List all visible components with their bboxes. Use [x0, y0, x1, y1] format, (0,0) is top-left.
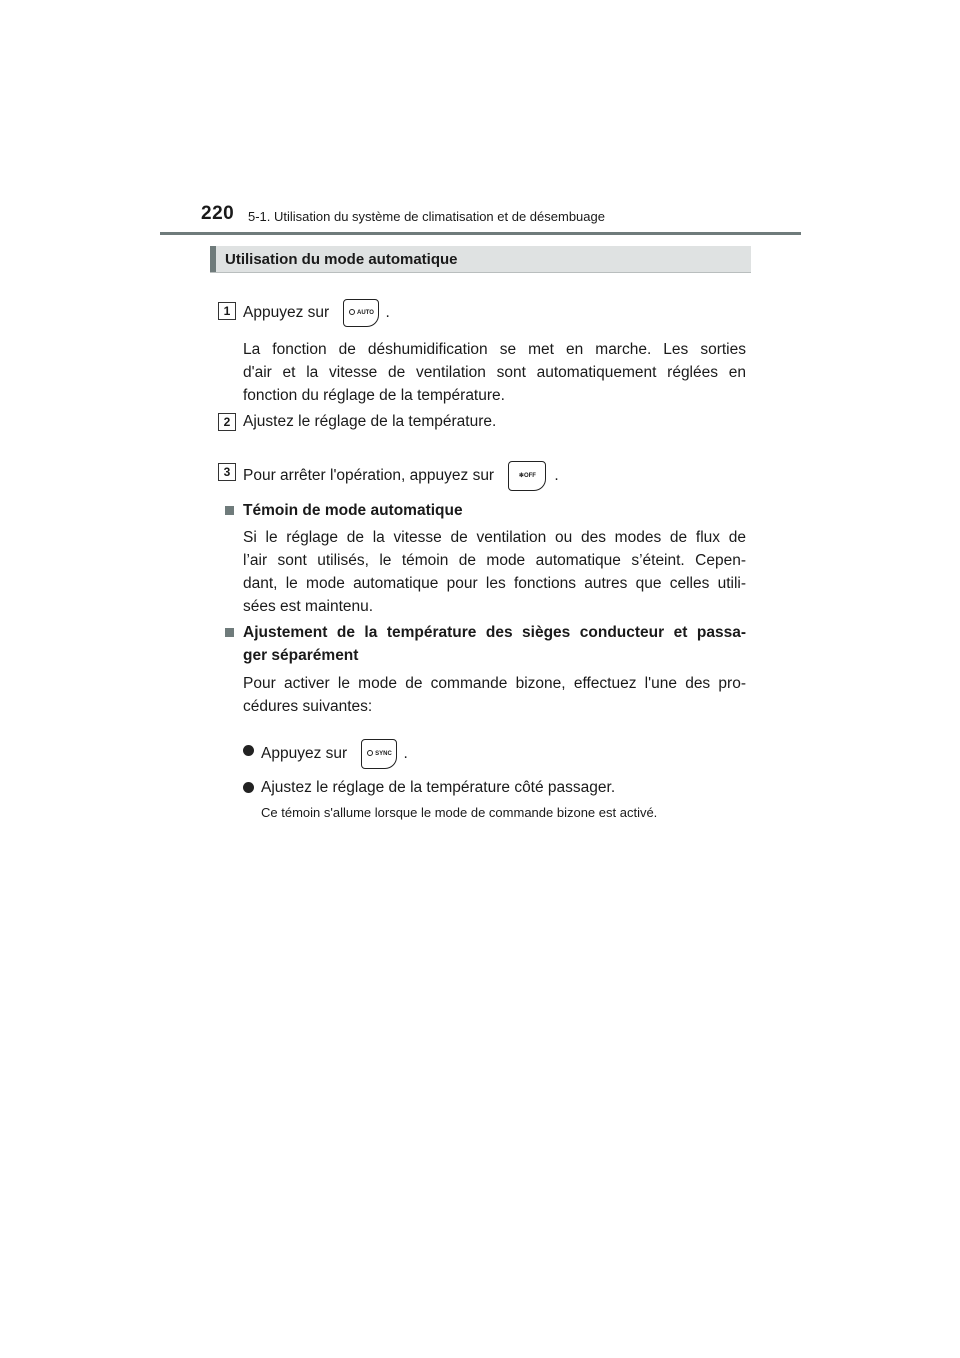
- auto-button-icon: [343, 299, 379, 327]
- step-3-text: Pour arrêter l'opération, appuyez sur: [243, 467, 495, 485]
- sub-1-line: dant, le mode automatique pour les fonctions autres que celles utili-: [243, 575, 746, 592]
- sub-heading-dual-zone: Ajustement de la température des sièges conducteur et passa-: [243, 624, 746, 641]
- sub-2-line: Pour activer le mode de commande bizone, effectuez l'une des pro-: [243, 675, 746, 692]
- section-title-bar: [210, 246, 751, 273]
- step-number-3: 3: [218, 463, 236, 481]
- square-bullet-icon: [225, 506, 234, 515]
- sub-heading-auto-indicator: Témoin de mode automatique: [243, 502, 463, 519]
- header-rule: [160, 232, 801, 235]
- note-text: Ce témoin s'allume lorsque le mode de commande bizone est activé.: [261, 805, 658, 820]
- step-number-2: 2: [218, 413, 236, 431]
- section-title: Utilisation du mode automatique: [225, 251, 458, 268]
- bullet-2-instruction: Ajustez le réglage de la température côté passager.: [261, 779, 616, 796]
- indicator-icon: [367, 750, 373, 756]
- step-1-desc-line: La fonction de déshumidification se met en marche. Les sorties: [243, 341, 746, 358]
- step-1-text: Appuyez sur: [243, 304, 330, 322]
- sub-1-line: Si le réglage de la vitesse de ventilation ou des modes de flux de: [243, 529, 746, 546]
- indicator-icon: [349, 309, 355, 315]
- sub-2-line: cédures suivantes:: [243, 698, 373, 715]
- step-1-desc-line: fonction du réglage de la température.: [243, 387, 505, 404]
- bullet-1-instruction: Appuyez sur SYNC .: [261, 739, 746, 769]
- fan-icon: ✻: [518, 473, 524, 479]
- sub-1-line: l’air sont utilisés, le témoin de mode automatique s’éteint. Cepen-: [243, 552, 746, 569]
- off-button-label: OFF: [523, 473, 536, 479]
- circle-bullet-icon: [243, 745, 254, 756]
- sync-button-icon: [361, 739, 397, 769]
- sync-button-label: SYNC: [375, 751, 392, 757]
- square-bullet-icon: [225, 628, 234, 637]
- sub-1-line: sées est maintenu.: [243, 598, 374, 615]
- running-header: 5-1. Utilisation du système de climatisation et de désembuage: [248, 209, 605, 224]
- circle-bullet-icon: [243, 782, 254, 793]
- step-number-1: 1: [218, 302, 236, 320]
- bullet-1-text: Appuyez sur: [261, 745, 348, 763]
- step-2-instruction: Ajustez le réglage de la température.: [243, 413, 497, 430]
- step-3-instruction: Pour arrêter l'opération, appuyez sur ✻OFF .: [243, 461, 746, 491]
- step-1-instruction: Appuyez sur AUTO .: [243, 299, 746, 327]
- section-accent: [210, 246, 216, 272]
- auto-button-label: AUTO: [357, 310, 374, 316]
- page-number: 220: [201, 203, 235, 224]
- step-1-desc-line: d'air et la vitesse de ventilation sont automatiquement réglées en: [243, 364, 746, 381]
- off-button-icon: [508, 461, 546, 491]
- sub-heading-dual-zone-cont: ger séparément: [243, 647, 359, 664]
